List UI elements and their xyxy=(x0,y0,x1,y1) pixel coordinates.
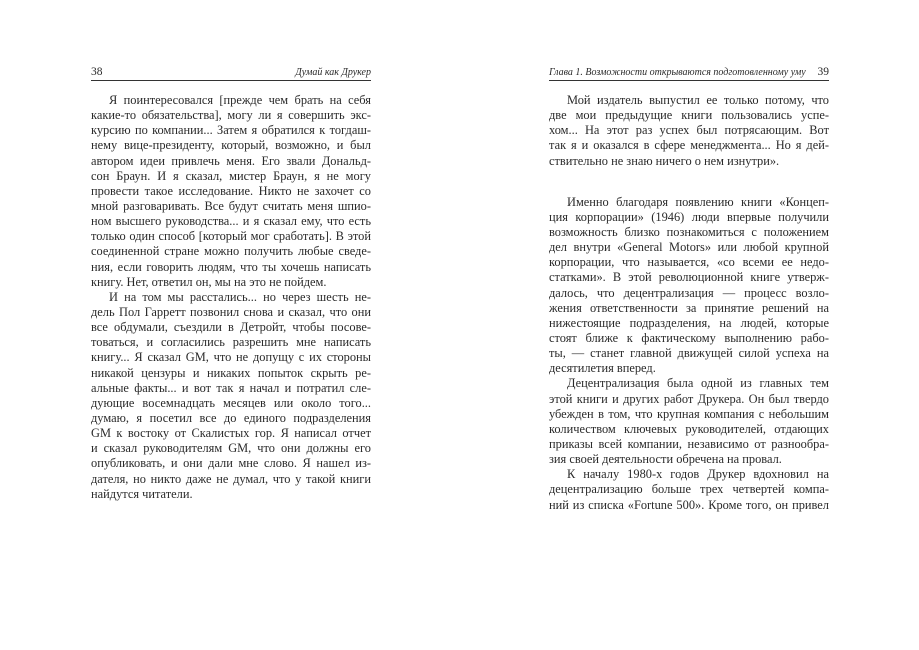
text-line: К началу 1980-х годов Друкер вдохновил на xyxy=(567,467,829,482)
text-line: только один способ [который мог сработать]. В этой xyxy=(91,229,371,244)
text-line: количеством ключевых руководителей, отдающих xyxy=(549,421,829,436)
text-line: мной разговаривать. Все будут считать меня шпио- xyxy=(91,198,371,213)
text-line: десятилетия вперед. xyxy=(549,361,656,376)
paragraph xyxy=(91,93,371,290)
text-line: ний из списка «Fortune 500». Кроме того, он привел xyxy=(549,497,829,512)
text-line: Я поинтересовался [прежде чем брать на себя xyxy=(109,93,371,107)
text-line: хом... На этот раз успех был потрясающим. Вот xyxy=(549,123,829,138)
text-line: приказы всей компании, независимо от разнообра- xyxy=(549,436,829,451)
left-page xyxy=(91,64,371,502)
text-line: провести такое исследование. Никто не захочет со xyxy=(91,183,371,198)
text-line: никакой цензуры и никаких попыток скрыть ре- xyxy=(91,365,371,380)
text-line: и сказал руководителям GM, что они должны его xyxy=(91,441,371,456)
text-line: дел внутри «General Motors» или любой крупной xyxy=(549,240,829,255)
text-line: жения ответственности за принятие решений на xyxy=(549,300,829,315)
text-line: книгу. Нет, ответил он, мы на это не пойдем. xyxy=(91,274,327,289)
page-number: 38 xyxy=(91,66,103,78)
text-line: Децентрализация была одной из главных тем xyxy=(567,376,829,391)
text-line: ном высшего руководства... и я сказал ему, что есть xyxy=(91,214,371,229)
text-line: ствительно не знаю ничего о нем изнутри». xyxy=(549,153,780,168)
text-line: две мои предыдущие книги пользовались успе- xyxy=(549,108,829,123)
text-line: Мой издатель выпустил ее только потому, что xyxy=(567,93,829,107)
text-line: думаю, я посетил все до единого подразделения xyxy=(91,410,371,425)
text-line: возможность близко познакомиться с положением xyxy=(549,224,829,239)
text-line: соединенной стране можно получить любые сведе- xyxy=(91,244,371,259)
text-line: децентрализацию больше трех четвертей компа- xyxy=(549,482,829,497)
text-line: дателя, но никто даже не думал, что у такой книги xyxy=(91,471,371,486)
text-line: GM к востоку от Скалистых гор. Я написал отчет xyxy=(91,426,371,441)
text-line: зия своей деятельности обречена на провал. xyxy=(549,452,782,467)
running-head: Глава 1. Возможности открываются подготовленному уму xyxy=(549,67,806,78)
text-line: найдутся читатели. xyxy=(91,486,193,501)
text-line: ция корпорации» (1946) люди впервые получили xyxy=(549,209,829,224)
running-head: Думай как Друкер xyxy=(295,67,371,78)
text-line: убежден в том, что крупная компания с небольшим xyxy=(549,406,829,421)
text-line: стоят ближе к фактическому выполнению рабо- xyxy=(549,330,829,345)
paragraph xyxy=(549,195,829,377)
text-line: корпорации, что называется, «со всеми ее недо- xyxy=(549,255,829,270)
page-body xyxy=(549,195,829,513)
text-line: сон Браун. И я сказал, мистер Браун, я не могу xyxy=(91,168,371,183)
text-line: этой книги и других работ Друкера. Он был твердо xyxy=(549,391,829,406)
text-line: дующие восемнадцать месяцев или около того... xyxy=(91,395,371,410)
text-line: автором идеи привлечь меня. Его звали Дональд- xyxy=(91,153,371,168)
text-line: статками». В этой революционной книге утверж- xyxy=(549,270,829,285)
right-page xyxy=(549,64,829,513)
text-line: И на том мы расстались... но через шесть не- xyxy=(109,289,371,304)
paragraph xyxy=(549,93,829,169)
text-line: товаться, и согласились разрешить мне написать xyxy=(91,335,371,350)
quote-block xyxy=(549,93,829,169)
paragraph xyxy=(549,376,829,467)
text-line: какие-то обязательства], могу ли я совершить экс- xyxy=(91,108,371,123)
text-line: дель Пол Гарретт позвонил снова и сказал, что они xyxy=(91,304,371,319)
text-line: нему вице-президенту, который, возможно, и был xyxy=(91,138,371,153)
paragraph xyxy=(91,290,371,502)
text-line: ния, если говорить людям, что ты хочешь написать xyxy=(91,259,371,274)
text-line: альные факты... и вот так я начал и потратил сле- xyxy=(91,380,371,395)
text-line: так я и оказался в сфере менеджмента... Но я дей- xyxy=(549,138,829,153)
text-line: все обдумали, съездили в Детройт, чтобы посове- xyxy=(91,320,371,335)
text-line: курсию по компании... Затем я обратился к тогдаш- xyxy=(91,123,371,138)
page-header xyxy=(91,64,371,81)
text-line: далось, что децентрализация — процесс возло- xyxy=(549,285,829,300)
page-number: 39 xyxy=(817,66,829,78)
text-line: опубликовать, и они дали мне слово. Я нашел из- xyxy=(91,456,371,471)
text-line: ты, — станет главной движущей силой успеха на xyxy=(549,346,829,361)
page-body xyxy=(91,93,371,502)
paragraph xyxy=(549,467,829,512)
text-line: нижестоящие подразделения, на людей, которые xyxy=(549,315,829,330)
page-header xyxy=(549,64,829,81)
text-line: книгу... Я сказал GM, что не допущу с их стороны xyxy=(91,350,371,365)
text-line: Именно благодаря появлению книги «Концеп- xyxy=(567,194,829,209)
